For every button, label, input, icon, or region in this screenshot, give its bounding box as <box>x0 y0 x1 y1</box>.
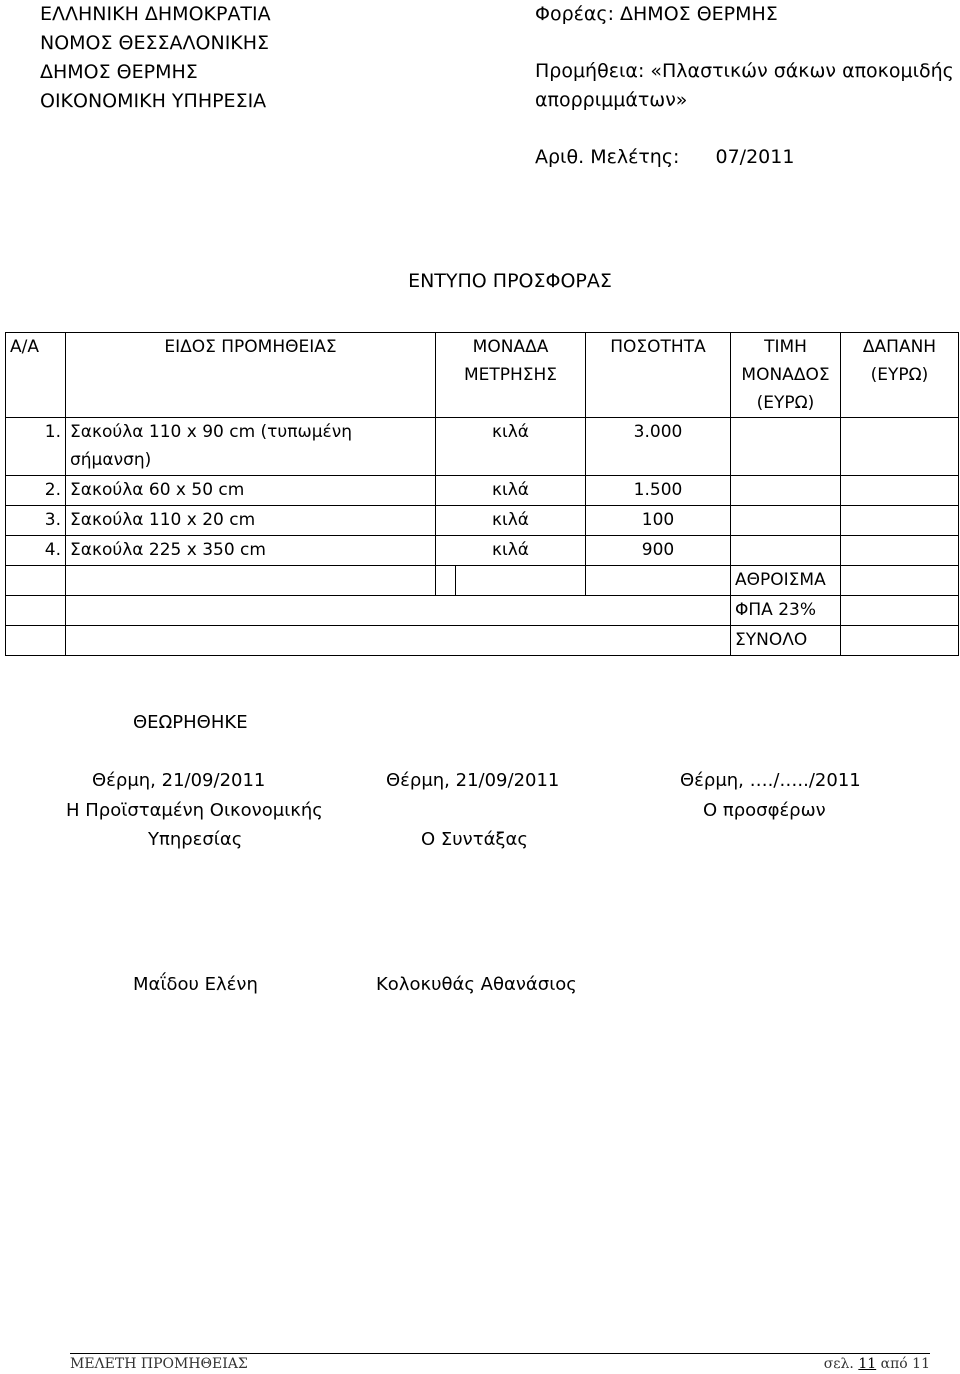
row-unit: κιλά <box>436 506 586 536</box>
sum-label: ΑΘΡΟΙΣΜΑ <box>731 566 841 596</box>
row-unit-price[interactable] <box>731 536 841 566</box>
row-unit-price[interactable] <box>731 418 841 476</box>
total-value[interactable] <box>841 626 959 656</box>
middle-signer-name: Κολοκυθάς Αθανάσιος <box>376 974 577 995</box>
supply-info-block <box>535 0 954 172</box>
row-aa: 2. <box>6 476 66 506</box>
row-cost[interactable] <box>841 506 959 536</box>
footer-page-current: 11 <box>858 1356 877 1372</box>
vat-label: ΦΠΑ 23% <box>731 596 841 626</box>
header-item: ΕΙΔΟΣ ΠΡΟΜΗΘΕΙΑΣ <box>66 333 436 418</box>
row-quantity: 900 <box>586 536 731 566</box>
row-item: Σακούλα 225 x 350 cm <box>66 536 436 566</box>
row-unit: κιλά <box>436 418 586 476</box>
totals-row-total <box>6 626 959 656</box>
row-unit: κιλά <box>436 476 586 506</box>
table-row <box>6 476 959 506</box>
vat-value[interactable] <box>841 596 959 626</box>
row-item: Σακούλα 60 x 50 cm <box>66 476 436 506</box>
row-quantity: 1.500 <box>586 476 731 506</box>
left-place-date: Θέρμη, 21/09/2011 <box>92 770 266 791</box>
totals-row-sum <box>6 566 959 596</box>
footer-page-number: σελ. 11 από 11 <box>823 1356 930 1372</box>
row-quantity: 100 <box>586 506 731 536</box>
issuer-block <box>40 0 271 116</box>
row-unit: κιλά <box>436 536 586 566</box>
row-quantity: 3.000 <box>586 418 731 476</box>
issuer-prefecture: ΝΟΜΟΣ ΘΕΣΣΑΛΟΝΙΚΗΣ <box>40 32 270 54</box>
agency-line: Φορέας: ΔΗΜΟΣ ΘΕΡΜΗΣ <box>535 3 778 25</box>
row-unit-price[interactable] <box>731 476 841 506</box>
left-signer-title-2: Υπηρεσίας <box>148 829 243 850</box>
row-aa: 1. <box>6 418 66 476</box>
page-footer <box>70 1353 930 1372</box>
approved-label: ΘΕΩΡΗΘΗΚΕ <box>133 712 248 733</box>
issuer-department: ΟΙΚΟΝΟΜΙΚΗ ΥΠΗΡΕΣΙΑ <box>40 90 267 112</box>
table-header-row <box>6 333 959 418</box>
row-item: Σακούλα 110 x 20 cm <box>66 506 436 536</box>
footer-page-total: 11 <box>912 1356 930 1372</box>
header-aa: Α/Α <box>6 333 66 418</box>
right-place-date: Θέρμη, …./…../2011 <box>680 770 861 791</box>
issuer-country: ΕΛΛΗΝΙΚΗ ΔΗΜΟΚΡΑΤΙΑ <box>40 3 271 25</box>
row-item: Σακούλα 110 x 90 cm (τυπωμένη σήμανση) <box>66 418 436 476</box>
row-aa: 3. <box>6 506 66 536</box>
form-title: ΕΝΤΥΠΟ ΠΡΟΣΦΟΡΑΣ <box>408 270 612 292</box>
footer-doc-title: ΜΕΛΕΤΗ ΠΡΟΜΗΘΕΙΑΣ <box>70 1356 248 1372</box>
header-quantity: ΠΟΣΟΤΗΤΑ <box>586 333 731 418</box>
total-label: ΣΥΝΟΛΟ <box>731 626 841 656</box>
left-signer-name: Μαΐδου Ελένη <box>133 974 258 995</box>
middle-signer-title: Ο Συντάξας <box>421 829 528 850</box>
right-signer-title: Ο προσφέρων <box>703 800 826 821</box>
middle-place-date: Θέρμη, 21/09/2011 <box>386 770 560 791</box>
supply-line-2: απορριμμάτων» <box>535 89 688 111</box>
table-row <box>6 506 959 536</box>
study-label: Αριθ. Μελέτης: <box>535 146 680 168</box>
table-row <box>6 536 959 566</box>
table-row <box>6 418 959 476</box>
row-cost[interactable] <box>841 536 959 566</box>
row-cost[interactable] <box>841 476 959 506</box>
row-cost[interactable] <box>841 418 959 476</box>
study-number: 07/2011 <box>715 146 795 168</box>
study-number-line <box>535 143 954 172</box>
row-unit-price[interactable] <box>731 506 841 536</box>
header-cost: ΔΑΠΑΝΗ (ΕΥΡΩ) <box>841 333 959 418</box>
header-unit: ΜΟΝΑΔΑ ΜΕΤΡΗΣΗΣ <box>436 333 586 418</box>
sum-value[interactable] <box>841 566 959 596</box>
offer-table <box>5 332 959 656</box>
supply-line-1: Προμήθεια: «Πλαστικών σάκων αποκομιδής <box>535 60 954 82</box>
header-unit-price: ΤΙΜΗ ΜΟΝΑΔΟΣ (ΕΥΡΩ) <box>731 333 841 418</box>
left-signer-title-1: Η Προϊσταμένη Οικονομικής <box>66 800 323 821</box>
totals-row-vat <box>6 596 959 626</box>
row-aa: 4. <box>6 536 66 566</box>
issuer-municipality: ΔΗΜΟΣ ΘΕΡΜΗΣ <box>40 61 198 83</box>
